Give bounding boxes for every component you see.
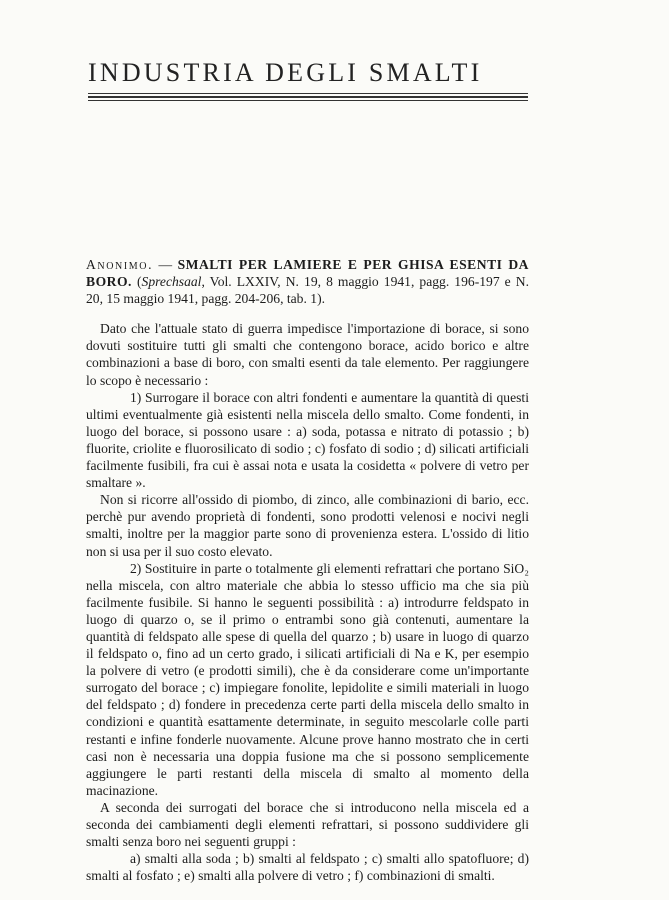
journal-name: Sprechsaal: [141, 274, 202, 290]
page-title: INDUSTRIA DEGLI SMALTI: [88, 58, 483, 87]
paragraph-ossidi: Non si ricorre all'ossido di piombo, di zinco, alle combinazioni di bario, ecc. perchè pur avendo proprietà di fondenti, sono prodotti velenosi e nocivi negli smalti, inoltre per la maggior parte sono di provenienza estera. L'ossido di litio non si usa per il suo costo elevato.: [86, 492, 529, 559]
paragraph-gruppi: A seconda dei surrogati del borace che si introducono nella miscela ed a seconda dei cambiamenti degli elementi refrattari, si possono suddividere gli smalti senza boro nei seguenti gruppi :: [86, 799, 529, 850]
title-rule-top: [88, 93, 528, 94]
paragraph-refrattari: 2) Sostituire in parte o totalmente gli elementi refrattari che portano SiO₂ nella miscela, con altro materiale che abbia lo stesso ufficio ma che sia più facilmente fusibile. Si hanno le seguenti possibilità : a) introdurre feldspato in luogo di quarzo o, se il primo o entrambi sono già contenuti, aumentare la quantità di feldspato alle spese di quella del quarzo ; b) usare in luogo di quarzo il feldspato o, fino ad un certo grado, i silicati artificiali di Na e K, per esempio la polvere di vetro (e prodotti simili), che è da considerare come un'importante surrogato del borace ; c) impiegare fonolite, lepidolite e simili materiali in luogo del feldspato ; d) fondere in precedenza certe parti della miscela dello smalto in condizioni e quantità esattamente determinate, in seguito mescolarle colle parti restanti e infine fonderle nuovamente. Alcune prove hanno mostrato che in certi casi non è necessaria una doppia fusione ma che si possono semplicemente aggiungere le parti restanti della miscela di smalto al momento della macinazione.: [86, 560, 529, 798]
title-rule-middle: [88, 96, 528, 98]
paragraph-fondenti: 1) Surrogare il borace con altri fondenti e aumentare la quantità di questi ultimi eventualmente già esistenti nella miscela dello smalto. Come fondenti, in luogo del borace, si possono usare : a) soda, potassa e nitrato di potassio ; b) fluorite, criolite e fluorosilicato di sodio ; c) fosfato di sodio ; d) silicati artificiali facilmente fusibili, fra cui è assai nota e usata la cosidetta « polvere di vetro per smaltare ».: [86, 389, 529, 491]
article-heading: [86, 256, 529, 307]
article-author: Anonimo.: [86, 257, 154, 272]
paragraph-groups-list: a) smalti alla soda ; b) smalti al feldspato ; c) smalti allo spatofluore; d) smalti al fosfato ; e) smalti alla polvere di vetro ; f) combinazioni di smalti.: [86, 851, 529, 884]
heading-dash: —: [153, 257, 178, 272]
article: [86, 256, 529, 884]
article-citation: , Vol. LXXIV, N. 19, 8 maggio 1941, pagg. 196-197 e N. 20, 15 maggio 1941, pagg. 204-206, tab. 1).: [86, 274, 529, 307]
article-title: SMALTI PER LAMIERE E PER GHISA ESENTI DA BORO.: [86, 257, 529, 290]
paragraph-intro: Dato che l'attuale stato di guerra impedisce l'importazione di borace, si sono dovuti sostituire tutti gli smalti che contengono borace, acido borico e altre combinazioni a base di boro, con smalti esenti da tale elemento. Per raggiungere lo scopo è necessario :: [86, 321, 529, 388]
citation-open: (: [131, 274, 142, 290]
title-rule-bottom: [88, 100, 528, 101]
